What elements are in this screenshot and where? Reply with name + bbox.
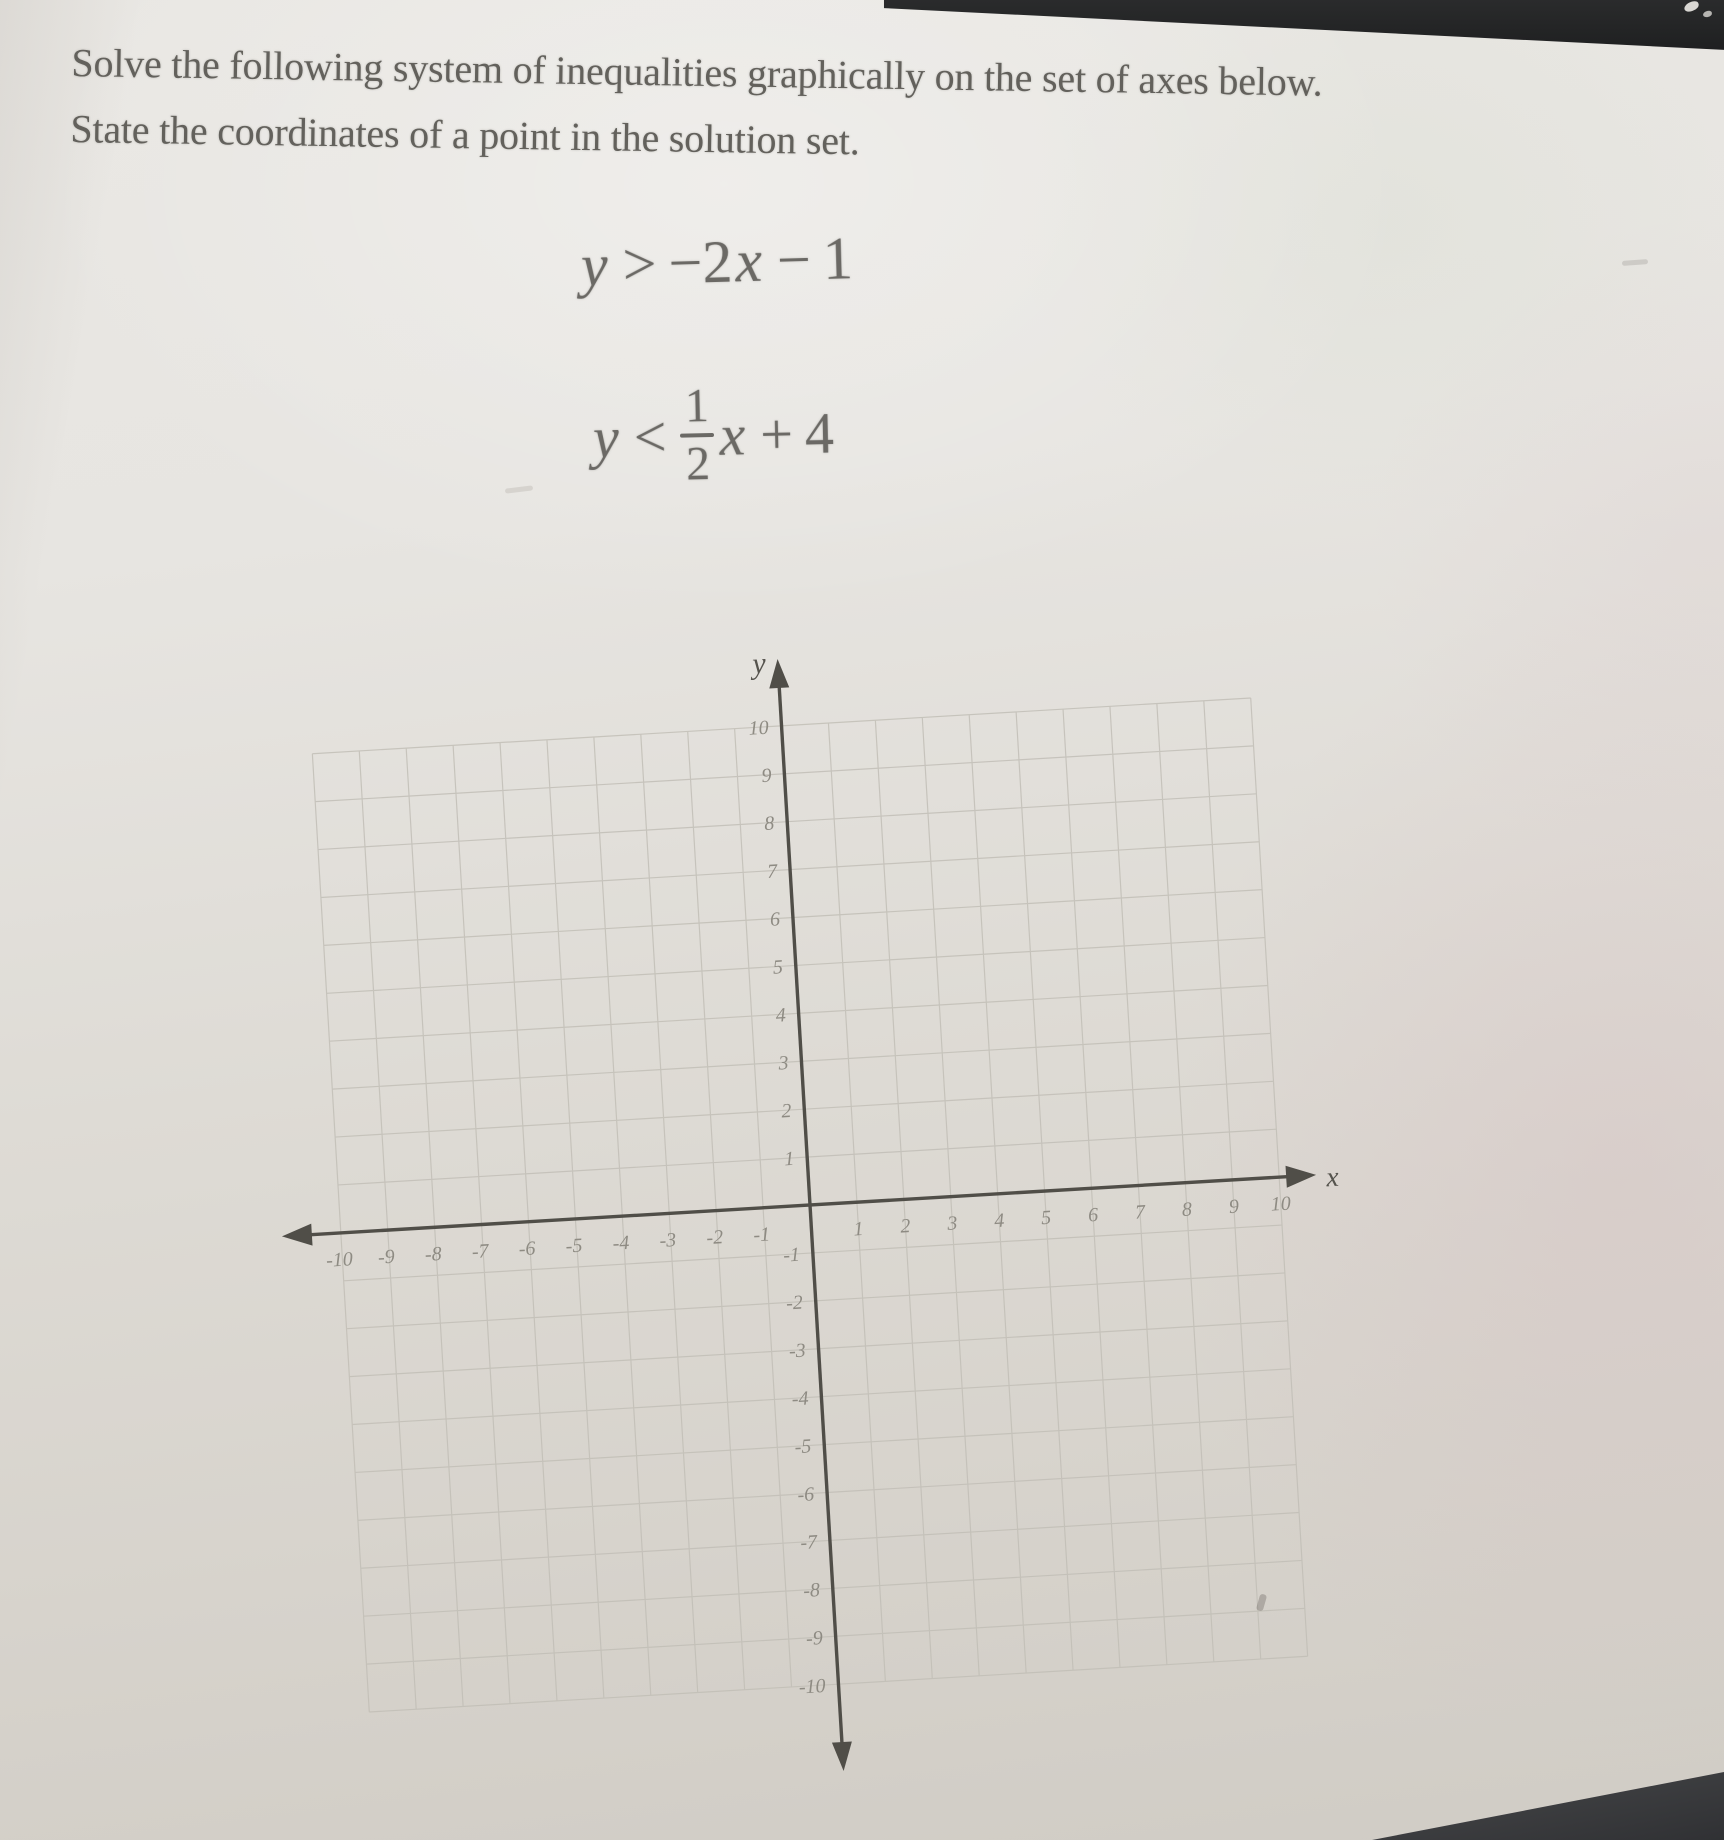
fraction: [679, 379, 715, 491]
math-variable: x: [734, 227, 763, 295]
fraction-denominator: 2: [685, 437, 711, 491]
fraction-numerator: 1: [684, 379, 710, 433]
x-tick-label: 5: [1040, 1206, 1052, 1230]
x-tick-label: 9: [1228, 1195, 1240, 1219]
inequality-first: [577, 224, 854, 301]
y-tick-label: 8: [763, 812, 775, 836]
x-tick-label: 7: [1134, 1201, 1146, 1224]
problem-statement: [70, 30, 1532, 185]
x-tick-label: 8: [1181, 1198, 1193, 1221]
x-tick-label: -10: [325, 1248, 354, 1272]
math-variable: x: [718, 401, 746, 468]
x-tick-label: 1: [852, 1217, 865, 1241]
y-tick-label: -5: [794, 1435, 812, 1459]
axes-lines: [276, 655, 1323, 1776]
y-tick-label: 2: [780, 1099, 793, 1123]
y-axis-arrow-up: [768, 658, 790, 688]
x-tick-label: -4: [611, 1231, 630, 1255]
y-tick-label: -10: [798, 1674, 827, 1699]
y-tick-label: -7: [799, 1531, 818, 1555]
math-variable: y: [580, 232, 609, 299]
y-tick-label: 9: [760, 764, 773, 788]
y-tick-label: 3: [777, 1052, 790, 1075]
problem-line-2: State the coordinates of a point in the solution set.: [70, 105, 860, 164]
y-tick-label: 10: [747, 716, 770, 740]
math-operator: +: [759, 400, 794, 467]
math-number: −2: [667, 228, 734, 297]
coordinate-grid: [227, 605, 1455, 1840]
y-axis-label: y: [751, 646, 767, 681]
x-axis-label: x: [1325, 1161, 1340, 1194]
math-number: 1: [821, 225, 854, 292]
y-tick-label: -6: [796, 1483, 815, 1507]
math-operator: −: [776, 226, 812, 294]
x-tick-label: 2: [899, 1215, 912, 1238]
x-axis-arrow-right: [1286, 1164, 1317, 1188]
math-variable: y: [592, 404, 620, 470]
y-tick-label: 6: [769, 908, 781, 931]
x-tick-label: -7: [471, 1240, 490, 1264]
y-tick-label: -2: [785, 1291, 804, 1315]
x-tick-label: -3: [658, 1229, 677, 1252]
axes-svg: [227, 605, 1455, 1840]
y-tick-label: -1: [782, 1243, 801, 1267]
math-number: 4: [804, 399, 835, 466]
y-tick-label: -3: [788, 1339, 807, 1363]
math-operator: <: [633, 403, 668, 470]
x-tick-label: -5: [565, 1234, 583, 1258]
smudge-mark: [505, 485, 533, 493]
problem-line-1: Solve the following system of inequalities graphically on the set of axes below.: [71, 39, 1323, 105]
smudge-mark: [1622, 259, 1648, 266]
x-tick-label: -9: [377, 1245, 396, 1269]
math-operator: >: [621, 230, 658, 298]
x-tick-label: 10: [1270, 1192, 1292, 1216]
y-tick-label: 7: [766, 860, 778, 883]
inequality-second: [589, 379, 835, 490]
x-tick-label: 6: [1087, 1203, 1099, 1227]
x-tick-label: -1: [752, 1223, 771, 1247]
x-tick-label: -2: [705, 1226, 724, 1250]
y-tick-label: 1: [783, 1147, 795, 1171]
x-axis-arrow-left: [281, 1224, 312, 1248]
x-tick-label: -6: [518, 1237, 537, 1261]
y-tick-label: -9: [805, 1627, 824, 1650]
x-tick-label: 4: [993, 1209, 1005, 1233]
y-tick-label: -8: [802, 1579, 821, 1603]
y-tick-label: 5: [772, 956, 784, 979]
y-tick-label: -4: [791, 1387, 810, 1411]
x-tick-label: 3: [946, 1212, 958, 1235]
y-axis-arrow-down: [832, 1741, 854, 1771]
x-tick-label: -8: [424, 1242, 443, 1266]
y-tick-label: 4: [775, 1004, 787, 1027]
